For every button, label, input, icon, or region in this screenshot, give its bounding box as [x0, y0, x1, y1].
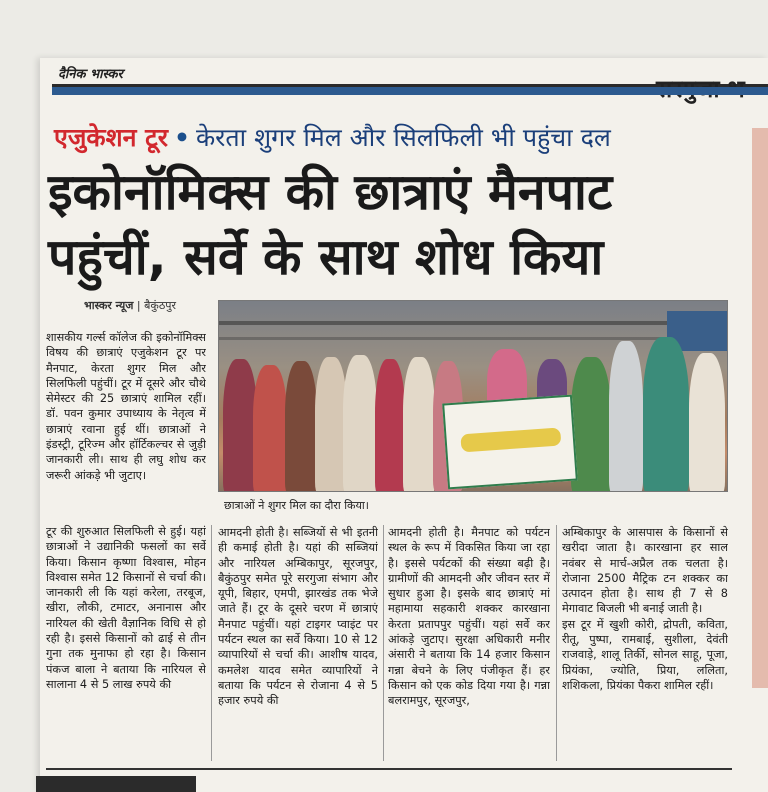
column-4-paragraph-b: इस टूर में खुशी कोरी, द्रोपती, कविता, रीतू, पुष्पा, रामबाई, सुशीला, देवंती राजवाड़े, शालू तिर्की, सोनल साहू, पूजा, प्रियंका, ज्योति, प्रिया, ललिता, शशिकला, प्रियंका पैकरा शामिल रहीं।: [562, 617, 728, 692]
article-intro: [46, 330, 206, 525]
photo-caption: छात्राओं ने शुगर मिल का दौरा किया।: [224, 499, 369, 512]
adjacent-article-strip: [752, 128, 768, 688]
bottom-rule: [46, 768, 732, 770]
department-banner: [442, 395, 578, 490]
article-column-1: [46, 524, 206, 756]
article-column-3: [388, 525, 550, 757]
column-4-paragraph-a: अम्बिकापुर के आसपास के किसानों से खरीदा जाता है। कारखाना हर साल नवंबर से मार्च-अप्रैल तक चलता है। रोजाना 2500 मैट्रिक टन शक्कर का उत्पादन होता है। साथ ही 7 से 8 मेगावाट बिजली भी बनाई जाती है।: [562, 526, 728, 616]
masthead-color-bar: [52, 87, 768, 95]
column-divider: [211, 525, 212, 761]
news-photo: [218, 300, 728, 492]
kicker-line: [54, 118, 744, 158]
byline-place: बैकुंठपुर: [144, 299, 177, 312]
column-1-paragraph: टूर की शुरुआत सिलफिली से हुई। यहां छात्राओं ने उद्यानिकी फसलों का सर्वे किया। किसान कृष्णा विश्वास, मोहन विश्वास समेत 12 किसानों से चर्चा की। जानकारी ली कि यहां करेला, तरबूज, खीरा, लौकी, टमाटर, अनानास और नारियल की खेती वैज्ञानिक विधि से हो रही है। इससे किसानों को ढाई से तीन गुना तक मुनाफा हो रहा है। किसान पंकज बाला ने बताया कि नारियल से सालाना 4 से 5 लाख रुपये की: [46, 525, 206, 691]
article-column-2: [218, 525, 378, 757]
kicker-label: एजुकेशन टूर: [54, 123, 168, 152]
byline: भास्कर न्यूज | बैकुंठपुर: [84, 299, 177, 312]
byline-source: भास्कर न्यूज: [84, 299, 134, 312]
intro-paragraph: शासकीय गर्ल्स कॉलेज की इकोनॉमिक्स विषय की छात्राएं एजुकेशन टूर पर मैनपाट, केरता शुगर मिल और सिलफिली पहुंचीं। टूर में दूसरे और चौथे सेमेस्टर की 25 छात्राएं शामिल रहीं। डॉ. पवन कुमार उपाध्याय के नेतृत्व में छात्राएं रवाना हुई थीं। छात्राओं ने इंडस्ट्री, टूरिज्म और हॉर्टिकल्चर से जुड़ी जानकारी ली। साथ ही लघु शोध कर जरूरी आंकड़े भी जुटाए।: [46, 331, 206, 482]
column-2-paragraph: आमदनी होती है। सब्जियों से भी इतनी ही कमाई होती है। यहां की सब्जियां और नारियल अम्बिकापुर, सूरजपुर, बैकुंठपुर समेत पूरे सरगुजा संभाग और यूपी, बिहार, एमपी, झारखंड तक भेजे जाते हैं। टूर के दूसरे चरण में छात्राएं मैनपाट पहुंचीं। यहां टाइगर प्वाइंट पर पर्यटन स्थल का सर्वे किया। 10 से 12 व्यापारियों से चर्चा की। आशीष यादव, कमलेश यादव समेत व्यापारियों ने बताया कि पर्यटन से रोजाना 4 से 5 हजार रुपये की: [218, 526, 378, 708]
article-column-4: [562, 525, 728, 765]
column-divider: [383, 525, 384, 761]
column-divider: [556, 525, 557, 761]
column-3-paragraph: आमदनी होती है। मैनपाट को पर्यटन स्थल के रूप में विकसित किया जा रहा है। इससे पर्यटकों की संख्या बढ़ी है। ग्रामीणों की आमदनी और जीवन स्तर में सुधार हुआ है। इसके बाद छात्राएं मां महामाया सहकारी शक्कर कारखाना केरता प्रतापपुर पहुंचीं। यहां सर्वे कर आंकड़े जुटाए। सुरक्षा अधिकारी मनीर अंसारी ने बताया कि 14 हजार किसान गन्ना बेचने के लिए पंजीकृत हैं। हर किसान को एक कोड दिया गया है। गन्ना बलरामपुर, सूरजपुर,: [388, 526, 550, 708]
kicker-separator: •: [173, 123, 190, 152]
headline: इकोनॉमिक्स की छात्राएं मैनपाट पहुंचीं, सर्वे के साथ शोध किया: [48, 163, 613, 286]
next-article-header: [36, 776, 196, 792]
newspaper-name: दैनिक भास्कर: [58, 67, 123, 82]
kicker-text: केरता शुगर मिल और सिलफिली भी पहुंचा दल: [195, 123, 611, 152]
